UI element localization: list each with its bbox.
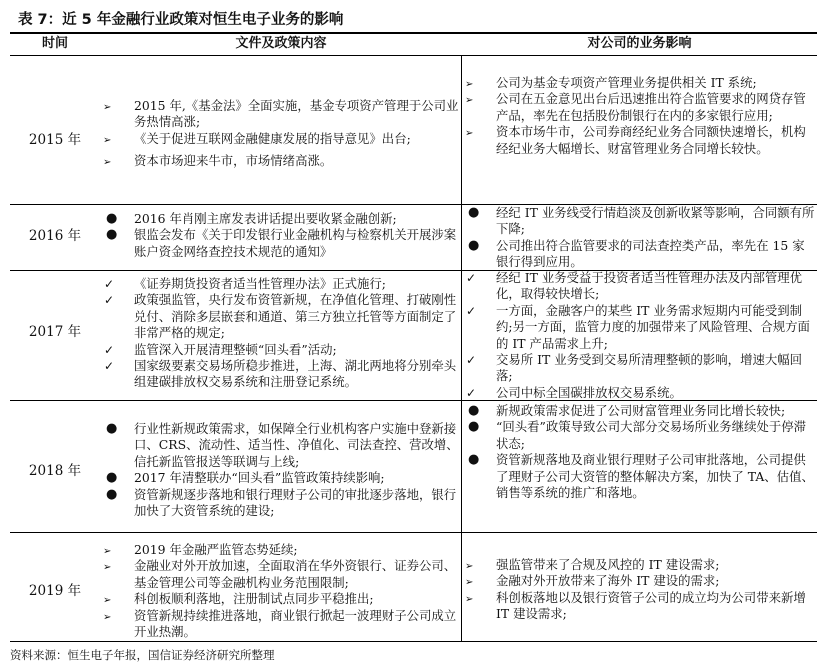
check-bullet-icon: ✓ (104, 342, 115, 357)
list-item: ● 2017 年清整联办“回头看”监管政策持续影响; (106, 470, 385, 486)
check-bullet-icon: ✓ (104, 359, 115, 374)
list-item: ● 新规政策需求促进了公司财富管理业务同比增长较快; (468, 403, 786, 418)
check-bullet-icon: ✓ (466, 353, 477, 368)
list-item: ✓ 政策强监管，央行发布资管新规，在净值化管理、打破刚性兑付、消除多层嵌套和通道、第三方独立托管等方面制定了非常严格的规定; (104, 292, 457, 341)
arrow-bullet-icon: ➢ (103, 595, 112, 607)
list-item: ● 行业性新规政策需求，如保障全行业机构客户实施中登新接口、CRS、流动性、适当性、净值化、司法查控、营改增、信托新监管报送等联调与上线; (106, 421, 459, 469)
year-cell: 2015 年 (28, 132, 82, 148)
year-cell: 2019 年 (28, 583, 82, 599)
dot-bullet-icon: ● (468, 403, 480, 418)
check-bullet-icon: ✓ (104, 293, 115, 308)
header-time: 时间 (41, 36, 68, 51)
year-cell: 2016 年 (28, 228, 82, 244)
list-item: ● 资管新规逐步落地和银行理财子公司的审批逐步落地，银行加快了大资管系统的建设; (106, 486, 457, 519)
dot-bullet-icon: ● (468, 419, 480, 435)
arrow-bullet-icon: ➢ (465, 79, 474, 90)
arrow-bullet-icon: ➢ (103, 157, 112, 169)
list-item: ● 资管新规落地及商业银行理财子公司审批落地，公司提供了理财子公司大资管的整体解决方案，加快了 TA、估值、销售等系统的推广和落地。 (468, 452, 814, 501)
table-title: 表 7：近 5 年金融行业政策对恒生电子业务的影响 (10, 6, 817, 34)
dot-bullet-icon: ● (106, 421, 118, 436)
policy-cell (100, 276, 460, 391)
year-cell: 2018 年 (28, 463, 82, 479)
list-item: ➢ 2015 年,《基金法》全面实施，基金专项资产管理于公司业务热情高涨; (103, 98, 459, 130)
arrow-bullet-icon: ➢ (103, 546, 112, 557)
header-divider (10, 55, 817, 56)
policy-cell (100, 211, 460, 260)
list-item: ➢ 资本市场迎来牛市，市场情绪高涨。 (100, 153, 460, 169)
row-divider (10, 400, 817, 401)
arrow-bullet-icon: ➢ (465, 95, 474, 107)
row-divider (10, 532, 817, 533)
policy-cell (100, 421, 460, 519)
list-item: ➢ 《关于促进互联网金融健康发展的指导意见》出台; (100, 131, 460, 147)
arrow-bullet-icon: ➢ (465, 128, 474, 140)
impact-cell (462, 270, 817, 401)
header-impact: 对公司的业务影响 (587, 36, 692, 51)
check-bullet-icon: ✓ (104, 277, 115, 291)
impact-cell (462, 205, 817, 271)
arrow-bullet-icon: ➢ (465, 577, 474, 589)
arrow-bullet-icon: ➢ (465, 561, 474, 572)
dot-bullet-icon: ● (106, 470, 118, 486)
impact-cell (462, 75, 817, 157)
list-item: ➢ 公司为基金专项资产管理业务提供相关 IT 系统; (462, 75, 817, 91)
policy-cell (100, 98, 460, 170)
header-policy: 文件及政策内容 (235, 36, 327, 51)
list-item: ✓ 经纪 IT 业务受益于投资者适当性管理办法及内部管理优化，取得较快增长; (466, 270, 803, 302)
list-item: ✓ 一方面，金融客户的某些 IT 业务需求短期内可能受到制约;另一方面，监管力度的加强带来了风险管理、合规方面的 IT 产品需求上升; (466, 302, 810, 351)
list-item: ✓ 公司中标全国碳排放权交易系统。 (466, 384, 682, 400)
list-item: ● 2016 年肖刚主席发表讲话提出要收紧金融创新; (106, 211, 397, 226)
list-item: ✓ 监管深入开展清理整顿“回头看”活动; (104, 341, 337, 357)
dot-bullet-icon: ● (106, 227, 118, 243)
list-item: ● 经纪 IT 业务线受行情趋淡及创新收紧等影响，合同额有所下降; (468, 205, 815, 237)
impact-cell (462, 403, 817, 501)
list-item: ➢ 资本市场牛市，公司券商经纪业务合同额快速增长，机构经纪业务大幅增长、财富管理业务合同增长较快。 (465, 124, 806, 156)
source-note: 资料来源：恒生电子年报，国信证券经济研究所整理 (10, 648, 275, 662)
dot-bullet-icon: ● (468, 237, 480, 253)
arrow-bullet-icon: ➢ (465, 593, 474, 605)
list-item: ➢ 金融业对外开放加速，全面取消在华外资银行、证券公司、基金管理公司等金融机构业务范围限制; (103, 558, 457, 590)
list-item: ➢ 公司在五金意见出台后迅速推出符合监管要求的网贷存管产品，率先在包括股份制银行在内的多家银行应用; (465, 91, 806, 123)
list-item: ✓ 交易所 IT 业务受到交易所清理整顿的影响，增速大幅回落; (466, 352, 803, 384)
year-cell: 2017 年 (28, 324, 82, 340)
list-item: ● “回头看”政策导致公司大部分交易场所业务继续处于停滞状态; (468, 419, 807, 451)
list-item: ✓ 《证券期货投资者适当性管理办法》正式施行; (104, 276, 386, 291)
dot-bullet-icon: ● (106, 486, 118, 502)
arrow-bullet-icon: ➢ (103, 562, 112, 574)
impact-cell (462, 557, 817, 623)
list-item: ➢ 资管新规持续推进落地，商业银行掀起一波理财子公司成立开业热潮。 (103, 607, 457, 640)
list-item: ● 银监会发布《关于印发银行业金融机构与检察机关开展涉案账户资金网络查控技术规范的通知》 (106, 227, 457, 259)
dot-bullet-icon: ● (106, 211, 118, 226)
check-bullet-icon: ✓ (466, 303, 477, 318)
list-item: ● 公司推出符合监管要求的司法查控类产品，率先在 15 家银行得到应用。 (468, 237, 805, 270)
list-item: ➢ 强监管带来了合规及风控的 IT 建设需求; (462, 557, 817, 573)
check-bullet-icon: ✓ (466, 271, 477, 285)
table-bottom-border (10, 641, 817, 642)
arrow-bullet-icon: ➢ (103, 611, 112, 623)
dot-bullet-icon: ● (468, 452, 480, 468)
list-item: ➢ 科创板落地以及银行资管子公司的成立均为公司带来新增 IT 建设需求; (465, 589, 806, 622)
list-item: ➢ 科创板顺利落地，注册制试点同步平稳推出; (100, 591, 460, 607)
policy-cell (100, 542, 460, 640)
list-item: ➢ 2019 年金融严监管态势延续; (100, 542, 460, 558)
check-bullet-icon: ✓ (466, 385, 477, 400)
list-item: ✓ 国家级要素交易场所稳步推进，上海、湖北两地将分别牵头组建碳排放权交易系统和注册登记系统。 (104, 358, 457, 390)
arrow-bullet-icon: ➢ (103, 134, 112, 146)
list-item: ➢ 金融对外开放带来了海外 IT 建设的需求; (462, 573, 817, 589)
arrow-bullet-icon: ➢ (103, 102, 112, 113)
dot-bullet-icon: ● (468, 205, 480, 220)
